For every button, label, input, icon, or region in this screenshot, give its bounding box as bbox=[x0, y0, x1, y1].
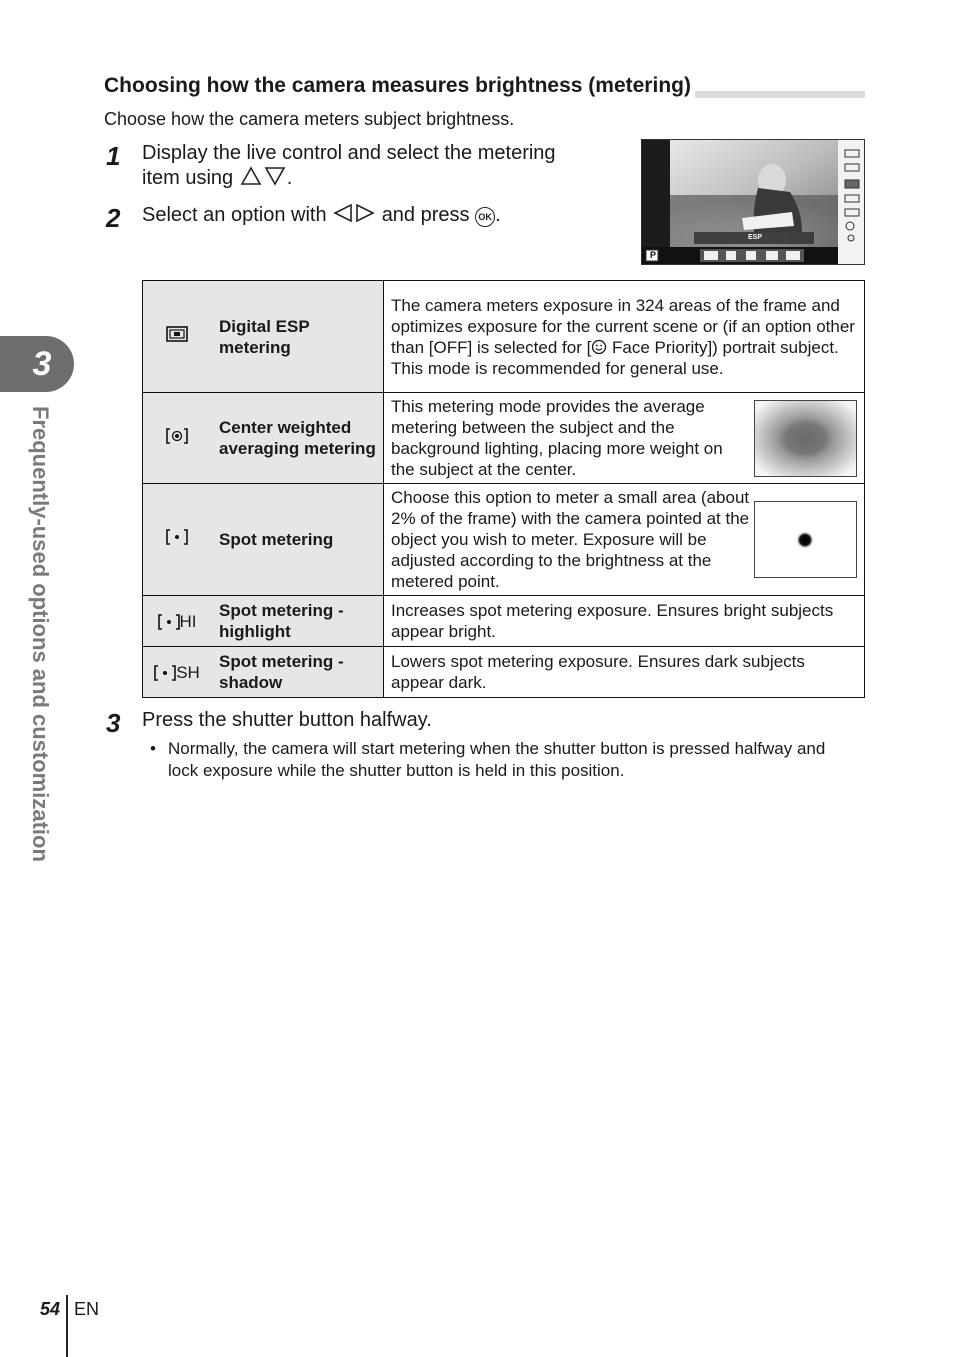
table-row bbox=[143, 596, 865, 647]
mode-name: Spot metering - shadow bbox=[211, 647, 384, 698]
bullet-marker: • bbox=[150, 739, 156, 758]
up-down-arrows-icon bbox=[239, 166, 287, 186]
step-2-middle: and press bbox=[381, 204, 470, 226]
step-1-text bbox=[142, 141, 622, 191]
mode-description-text: Choose this option to meter a small area (about 2% of the frame) with the camera pointed at the object you wish to meter. Exposure will be adjusted according to the brightness at the metered point. bbox=[391, 488, 750, 591]
screen-esp-label: ESP bbox=[748, 234, 763, 241]
page-subtitle: Choose how the camera meters subject brightness. bbox=[104, 109, 515, 129]
note-bullet-item bbox=[150, 738, 855, 782]
camera-live-control-screen bbox=[641, 139, 865, 265]
center-weighted-icon bbox=[166, 428, 188, 444]
mode-description-text: This metering mode provides the average metering between the subject and the background lighting, placing more weight on the subject at the center. bbox=[391, 397, 723, 479]
spot-illustration bbox=[754, 501, 857, 578]
screen-mode-label: P bbox=[649, 250, 656, 260]
footer-divider bbox=[66, 1295, 68, 1357]
mode-name: Digital ESP metering bbox=[211, 281, 384, 393]
mode-description-part-a: The camera meters exposure in 324 areas of the frame and optimizes exposure for the current scene or (if an option other than [OFF] is selected for [ bbox=[391, 295, 855, 357]
step-1-line2 bbox=[142, 166, 622, 191]
metering-modes-table bbox=[142, 280, 865, 698]
spot-highlight-label: HI bbox=[179, 612, 197, 631]
step-3-text: Press the shutter button halfway. bbox=[142, 709, 432, 731]
mode-name: Spot metering bbox=[211, 484, 384, 596]
step-1-number: 1 bbox=[106, 141, 121, 171]
icon-cell bbox=[143, 281, 212, 393]
spot-icon bbox=[166, 529, 188, 545]
center-weighted-illustration bbox=[754, 400, 857, 477]
table-row bbox=[143, 281, 865, 393]
ok-button-icon: OK bbox=[475, 207, 495, 227]
spot-shadow-label: SH bbox=[176, 663, 200, 682]
mode-name: Spot metering - highlight bbox=[211, 596, 384, 647]
page-number: 54 bbox=[40, 1299, 61, 1319]
icon-cell bbox=[143, 596, 212, 647]
step-1-line1: Display the live control and select the metering bbox=[142, 142, 556, 164]
live-view-photo bbox=[642, 140, 864, 264]
step-2-suffix: . bbox=[495, 204, 501, 226]
mode-description bbox=[384, 281, 865, 393]
spot-shadow-icon bbox=[154, 665, 176, 681]
icon-cell bbox=[143, 393, 212, 484]
left-right-arrows-icon bbox=[332, 203, 376, 223]
chapter-side-label: Frequently-used options and customization bbox=[28, 406, 53, 862]
page-title: Choosing how the camera measures brightness (metering) bbox=[104, 73, 695, 99]
digital-esp-icon bbox=[166, 326, 188, 342]
step-2-number: 2 bbox=[106, 203, 121, 233]
icon-cell bbox=[143, 647, 212, 698]
spot-highlight-icon bbox=[158, 614, 180, 630]
face-icon bbox=[591, 339, 607, 355]
table-row bbox=[143, 647, 865, 698]
step-1-line2-suffix: . bbox=[286, 167, 293, 189]
mode-description bbox=[384, 393, 865, 484]
note-text: Normally, the camera will start metering when the shutter button is pressed halfway and lock exposure while the shutter button is held in this position. bbox=[168, 739, 826, 780]
mode-description: Lowers spot metering exposure. Ensures dark subjects appear dark. bbox=[384, 647, 865, 698]
page-language: EN bbox=[74, 1299, 100, 1319]
mode-description-part-b: Face Priority]) portrait subject. This mode is recommended for general use. bbox=[391, 337, 839, 378]
icon-cell bbox=[143, 484, 212, 596]
mode-description bbox=[384, 484, 865, 596]
step-3-number: 3 bbox=[106, 708, 121, 738]
table-row bbox=[143, 393, 865, 484]
mode-description: Increases spot metering exposure. Ensures bright subjects appear bright. bbox=[384, 596, 865, 647]
mode-name: Center weighted averaging metering bbox=[211, 393, 384, 484]
step-1-line2-prefix: item using bbox=[142, 167, 234, 189]
step-2-prefix: Select an option with bbox=[142, 204, 327, 226]
chapter-number: 3 bbox=[32, 345, 52, 383]
step-2-text bbox=[142, 203, 622, 228]
table-row bbox=[143, 484, 865, 596]
